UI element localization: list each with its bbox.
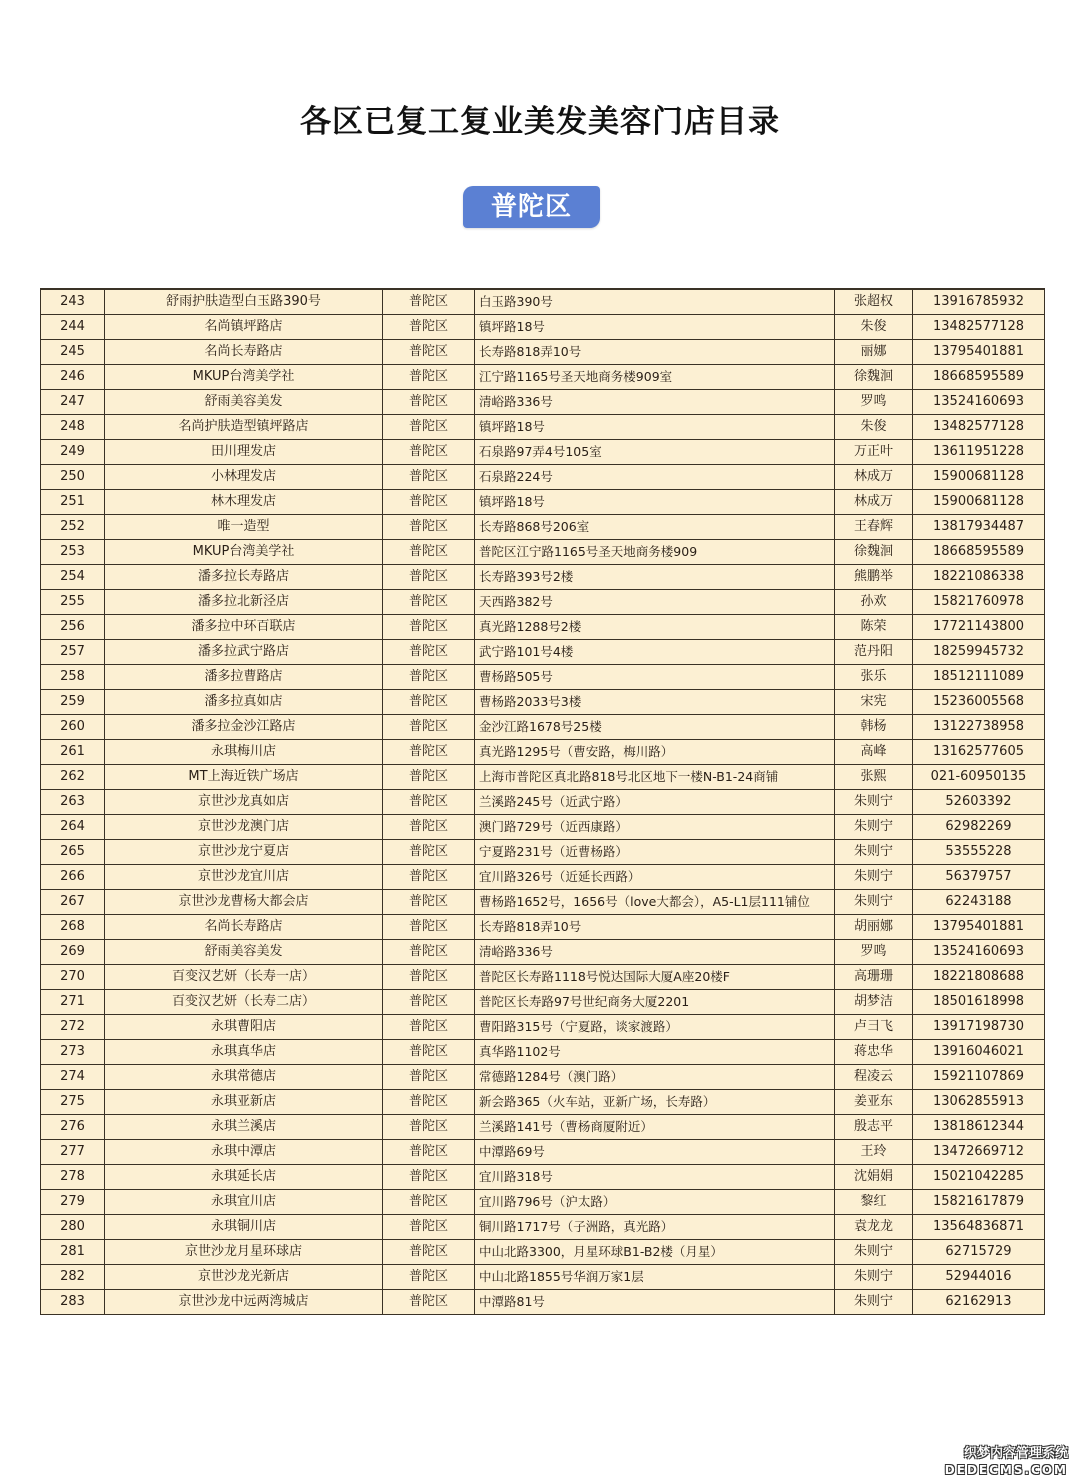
phone-number-cell: 13162577605 xyxy=(913,740,1045,765)
district-cell: 普陀区 xyxy=(383,515,475,540)
row-number-cell: 277 xyxy=(41,1140,105,1165)
store-name-cell: MKUP台湾美学社 xyxy=(105,365,383,390)
contact-person-cell: 殷志平 xyxy=(835,1115,913,1140)
district-cell: 普陀区 xyxy=(383,1040,475,1065)
contact-person-cell: 胡丽娜 xyxy=(835,915,913,940)
district-cell: 普陀区 xyxy=(383,440,475,465)
phone-number-cell: 13482577128 xyxy=(913,415,1045,440)
address-cell: 中山北路3300，月星环球B1-B2楼（月星） xyxy=(475,1240,835,1265)
contact-person-cell: 王春辉 xyxy=(835,515,913,540)
contact-person-cell: 朱则宁 xyxy=(835,890,913,915)
district-cell: 普陀区 xyxy=(383,1140,475,1165)
contact-person-cell: 沈娟娟 xyxy=(835,1165,913,1190)
store-name-cell: 舒雨美容美发 xyxy=(105,940,383,965)
row-number-cell: 273 xyxy=(41,1040,105,1065)
table-row xyxy=(41,690,1045,715)
address-cell: 白玉路390号 xyxy=(475,289,835,315)
district-cell: 普陀区 xyxy=(383,1215,475,1240)
contact-person-cell: 徐魏洄 xyxy=(835,365,913,390)
phone-number-cell: 18221086338 xyxy=(913,565,1045,590)
district-cell: 普陀区 xyxy=(383,1065,475,1090)
phone-number-cell: 18668595589 xyxy=(913,365,1045,390)
row-number-cell: 255 xyxy=(41,590,105,615)
district-cell: 普陀区 xyxy=(383,690,475,715)
table-row xyxy=(41,840,1045,865)
address-cell: 长寿路818弄10号 xyxy=(475,340,835,365)
address-cell: 宜川路318号 xyxy=(475,1165,835,1190)
table-row xyxy=(41,390,1045,415)
phone-number-cell: 17721143800 xyxy=(913,615,1045,640)
phone-number-cell: 52944016 xyxy=(913,1265,1045,1290)
address-cell: 中潭路69号 xyxy=(475,1140,835,1165)
table-row xyxy=(41,1165,1045,1190)
phone-number-cell: 15821617879 xyxy=(913,1190,1045,1215)
address-cell: 镇坪路18号 xyxy=(475,315,835,340)
district-cell: 普陀区 xyxy=(383,1290,475,1315)
store-name-cell: 京世沙龙月星环球店 xyxy=(105,1240,383,1265)
contact-person-cell: 韩杨 xyxy=(835,715,913,740)
row-number-cell: 262 xyxy=(41,765,105,790)
contact-person-cell: 朱则宁 xyxy=(835,1290,913,1315)
row-number-cell: 270 xyxy=(41,965,105,990)
watermark-en: DEDECMS.COM xyxy=(944,1463,1068,1477)
phone-number-cell: 18259945732 xyxy=(913,640,1045,665)
store-name-cell: 舒雨美容美发 xyxy=(105,390,383,415)
address-cell: 普陀区长寿路1118号悦达国际大厦A座20楼F xyxy=(475,965,835,990)
address-cell: 曹阳路315号（宁夏路，谈家渡路） xyxy=(475,1015,835,1040)
phone-number-cell: 13472669712 xyxy=(913,1140,1045,1165)
contact-person-cell: 熊鹏举 xyxy=(835,565,913,590)
table-row xyxy=(41,1065,1045,1090)
store-name-cell: 百变汉艺妍（长寿一店） xyxy=(105,965,383,990)
phone-number-cell: 62243188 xyxy=(913,890,1045,915)
table-row xyxy=(41,440,1045,465)
phone-number-cell: 13564836871 xyxy=(913,1215,1045,1240)
row-number-cell: 276 xyxy=(41,1115,105,1140)
row-number-cell: 264 xyxy=(41,815,105,840)
contact-person-cell: 高珊珊 xyxy=(835,965,913,990)
table-row xyxy=(41,289,1045,315)
table-body xyxy=(41,289,1045,1315)
phone-number-cell: 13795401881 xyxy=(913,340,1045,365)
district-cell: 普陀区 xyxy=(383,315,475,340)
row-number-cell: 282 xyxy=(41,1265,105,1290)
store-name-cell: 潘多拉中环百联店 xyxy=(105,615,383,640)
table-row xyxy=(41,1215,1045,1240)
phone-number-cell: 15821760978 xyxy=(913,590,1045,615)
phone-number-cell: 13482577128 xyxy=(913,315,1045,340)
address-cell: 宜川路796号（沪太路） xyxy=(475,1190,835,1215)
phone-number-cell: 13122738958 xyxy=(913,715,1045,740)
store-name-cell: 潘多拉真如店 xyxy=(105,690,383,715)
row-number-cell: 252 xyxy=(41,515,105,540)
address-cell: 武宁路101号4楼 xyxy=(475,640,835,665)
row-number-cell: 268 xyxy=(41,915,105,940)
table-row xyxy=(41,1140,1045,1165)
store-name-cell: 京世沙龙光新店 xyxy=(105,1265,383,1290)
address-cell: 清峪路336号 xyxy=(475,940,835,965)
store-name-cell: 京世沙龙中远两湾城店 xyxy=(105,1290,383,1315)
table-row xyxy=(41,740,1045,765)
phone-number-cell: 18501618998 xyxy=(913,990,1045,1015)
contact-person-cell: 黎红 xyxy=(835,1190,913,1215)
phone-number-cell: 62162913 xyxy=(913,1290,1045,1315)
phone-number-cell: 13611951228 xyxy=(913,440,1045,465)
table-row xyxy=(41,1115,1045,1140)
address-cell: 中潭路81号 xyxy=(475,1290,835,1315)
page-title: 各区已复工复业美发美容门店目录 xyxy=(300,104,780,140)
table-row xyxy=(41,515,1045,540)
address-cell: 真光路1288号2楼 xyxy=(475,615,835,640)
district-cell: 普陀区 xyxy=(383,940,475,965)
table-row xyxy=(41,990,1045,1015)
address-cell: 长寿路393号2楼 xyxy=(475,565,835,590)
phone-number-cell: 13916046021 xyxy=(913,1040,1045,1065)
store-name-cell: 唯一造型 xyxy=(105,515,383,540)
address-cell: 兰溪路245号（近武宁路） xyxy=(475,790,835,815)
row-number-cell: 278 xyxy=(41,1165,105,1190)
address-cell: 中山北路1855号华润万家1层 xyxy=(475,1265,835,1290)
contact-person-cell: 朱则宁 xyxy=(835,865,913,890)
phone-number-cell: 13062855913 xyxy=(913,1090,1045,1115)
district-cell: 普陀区 xyxy=(383,1190,475,1215)
district-cell: 普陀区 xyxy=(383,289,475,315)
store-name-cell: 小林理发店 xyxy=(105,465,383,490)
district-cell: 普陀区 xyxy=(383,1015,475,1040)
phone-number-cell: 13818612344 xyxy=(913,1115,1045,1140)
district-cell: 普陀区 xyxy=(383,665,475,690)
district-cell: 普陀区 xyxy=(383,390,475,415)
district-cell: 普陀区 xyxy=(383,815,475,840)
table-row xyxy=(41,415,1045,440)
store-name-cell: 名尚长寿路店 xyxy=(105,915,383,940)
table-row xyxy=(41,565,1045,590)
contact-person-cell: 丽娜 xyxy=(835,340,913,365)
contact-person-cell: 林成万 xyxy=(835,465,913,490)
store-name-cell: 潘多拉曹路店 xyxy=(105,665,383,690)
store-name-cell: 永琪铜川店 xyxy=(105,1215,383,1240)
table-row xyxy=(41,890,1045,915)
row-number-cell: 272 xyxy=(41,1015,105,1040)
district-cell: 普陀区 xyxy=(383,565,475,590)
table-row xyxy=(41,665,1045,690)
phone-number-cell: 15021042285 xyxy=(913,1165,1045,1190)
phone-number-cell: 15900681128 xyxy=(913,465,1045,490)
address-cell: 曹杨路2033号3楼 xyxy=(475,690,835,715)
row-number-cell: 256 xyxy=(41,615,105,640)
store-name-cell: 潘多拉金沙江路店 xyxy=(105,715,383,740)
address-cell: 镇坪路18号 xyxy=(475,415,835,440)
table-row xyxy=(41,640,1045,665)
store-name-cell: 林木理发店 xyxy=(105,490,383,515)
row-number-cell: 267 xyxy=(41,890,105,915)
address-cell: 上海市普陀区真北路818号北区地下一楼N-B1-24商铺 xyxy=(475,765,835,790)
table-row xyxy=(41,540,1045,565)
address-cell: 真华路1102号 xyxy=(475,1040,835,1065)
store-name-cell: 京世沙龙真如店 xyxy=(105,790,383,815)
table-row xyxy=(41,815,1045,840)
table-row xyxy=(41,715,1045,740)
contact-person-cell: 张超权 xyxy=(835,289,913,315)
store-name-cell: 永琪兰溪店 xyxy=(105,1115,383,1140)
contact-person-cell: 程凌云 xyxy=(835,1065,913,1090)
phone-number-cell: 56379757 xyxy=(913,865,1045,890)
table-row xyxy=(41,490,1045,515)
district-cell: 普陀区 xyxy=(383,1265,475,1290)
district-cell: 普陀区 xyxy=(383,415,475,440)
contact-person-cell: 陈荣 xyxy=(835,615,913,640)
contact-person-cell: 蒋忠华 xyxy=(835,1040,913,1065)
contact-person-cell: 朱则宁 xyxy=(835,815,913,840)
phone-number-cell: 52603392 xyxy=(913,790,1045,815)
table-row xyxy=(41,315,1045,340)
row-number-cell: 247 xyxy=(41,390,105,415)
row-number-cell: 266 xyxy=(41,865,105,890)
row-number-cell: 281 xyxy=(41,1240,105,1265)
district-cell: 普陀区 xyxy=(383,1090,475,1115)
table-row xyxy=(41,865,1045,890)
contact-person-cell: 罗鸣 xyxy=(835,940,913,965)
table-row xyxy=(41,465,1045,490)
row-number-cell: 246 xyxy=(41,365,105,390)
store-name-cell: 名尚长寿路店 xyxy=(105,340,383,365)
table-row xyxy=(41,915,1045,940)
address-cell: 常德路1284号（澳门路） xyxy=(475,1065,835,1090)
row-number-cell: 244 xyxy=(41,315,105,340)
store-name-cell: 永琪延长店 xyxy=(105,1165,383,1190)
row-number-cell: 263 xyxy=(41,790,105,815)
district-cell: 普陀区 xyxy=(383,490,475,515)
row-number-cell: 259 xyxy=(41,690,105,715)
contact-person-cell: 罗鸣 xyxy=(835,390,913,415)
contact-person-cell: 姜亚东 xyxy=(835,1090,913,1115)
phone-number-cell: 62715729 xyxy=(913,1240,1045,1265)
store-name-cell: 永琪亚新店 xyxy=(105,1090,383,1115)
address-cell: 新会路365（火车站，亚新广场，长寿路） xyxy=(475,1090,835,1115)
contact-person-cell: 孙欢 xyxy=(835,590,913,615)
phone-number-cell: 13917198730 xyxy=(913,1015,1045,1040)
district-cell: 普陀区 xyxy=(383,1240,475,1265)
row-number-cell: 269 xyxy=(41,940,105,965)
phone-number-cell: 15921107869 xyxy=(913,1065,1045,1090)
row-number-cell: 251 xyxy=(41,490,105,515)
row-number-cell: 243 xyxy=(41,289,105,315)
contact-person-cell: 高峰 xyxy=(835,740,913,765)
table-row xyxy=(41,1040,1045,1065)
row-number-cell: 250 xyxy=(41,465,105,490)
contact-person-cell: 卢彐飞 xyxy=(835,1015,913,1040)
phone-number-cell: 13795401881 xyxy=(913,915,1045,940)
store-name-cell: 永琪真华店 xyxy=(105,1040,383,1065)
store-name-cell: 京世沙龙宁夏店 xyxy=(105,840,383,865)
row-number-cell: 254 xyxy=(41,565,105,590)
contact-person-cell: 宋宪 xyxy=(835,690,913,715)
table-row xyxy=(41,1240,1045,1265)
contact-person-cell: 张乐 xyxy=(835,665,913,690)
table-row xyxy=(41,340,1045,365)
district-cell: 普陀区 xyxy=(383,465,475,490)
district-cell: 普陀区 xyxy=(383,365,475,390)
table-row xyxy=(41,1265,1045,1290)
address-cell: 金沙江路1678号25楼 xyxy=(475,715,835,740)
district-cell: 普陀区 xyxy=(383,340,475,365)
store-name-cell: 京世沙龙澳门店 xyxy=(105,815,383,840)
district-cell: 普陀区 xyxy=(383,915,475,940)
table-row xyxy=(41,1190,1045,1215)
store-name-cell: 京世沙龙宜川店 xyxy=(105,865,383,890)
address-cell: 长寿路868号206室 xyxy=(475,515,835,540)
phone-number-cell: 62982269 xyxy=(913,815,1045,840)
table-row xyxy=(41,365,1045,390)
address-cell: 石泉路224号 xyxy=(475,465,835,490)
contact-person-cell: 徐魏洄 xyxy=(835,540,913,565)
store-name-cell: 京世沙龙曹杨大都会店 xyxy=(105,890,383,915)
district-cell: 普陀区 xyxy=(383,990,475,1015)
address-cell: 镇坪路18号 xyxy=(475,490,835,515)
address-cell: 真光路1295号（曹安路，梅川路） xyxy=(475,740,835,765)
phone-number-cell: 15900681128 xyxy=(913,490,1045,515)
row-number-cell: 253 xyxy=(41,540,105,565)
store-name-cell: MKUP台湾美学社 xyxy=(105,540,383,565)
table-row xyxy=(41,590,1045,615)
store-directory-table xyxy=(40,288,1045,1315)
address-cell: 兰溪路141号（曹杨商厦附近） xyxy=(475,1115,835,1140)
table-row xyxy=(41,940,1045,965)
address-cell: 宁夏路231号（近曹杨路） xyxy=(475,840,835,865)
district-cell: 普陀区 xyxy=(383,740,475,765)
address-cell: 江宁路1165号圣天地商务楼909室 xyxy=(475,365,835,390)
contact-person-cell: 范丹阳 xyxy=(835,640,913,665)
watermark-cn: 织梦内容管理系统 xyxy=(963,1446,1068,1461)
store-name-cell: 潘多拉武宁路店 xyxy=(105,640,383,665)
district-cell: 普陀区 xyxy=(383,615,475,640)
contact-person-cell: 万正叶 xyxy=(835,440,913,465)
store-name-cell: 名尚镇坪路店 xyxy=(105,315,383,340)
address-cell: 长寿路818弄10号 xyxy=(475,915,835,940)
contact-person-cell: 朱则宁 xyxy=(835,1265,913,1290)
store-name-cell: 舒雨护肤造型白玉路390号 xyxy=(105,289,383,315)
store-name-cell: 潘多拉长寿路店 xyxy=(105,565,383,590)
store-name-cell: 永琪宜川店 xyxy=(105,1190,383,1215)
phone-number-cell: 021-60950135 xyxy=(913,765,1045,790)
address-cell: 曹杨路505号 xyxy=(475,665,835,690)
address-cell: 清峪路336号 xyxy=(475,390,835,415)
district-cell: 普陀区 xyxy=(383,865,475,890)
store-name-cell: 百变汉艺妍（长寿二店） xyxy=(105,990,383,1015)
district-cell: 普陀区 xyxy=(383,1165,475,1190)
table-row xyxy=(41,1015,1045,1040)
row-number-cell: 245 xyxy=(41,340,105,365)
district-cell: 普陀区 xyxy=(383,765,475,790)
address-cell: 天西路382号 xyxy=(475,590,835,615)
contact-person-cell: 胡梦洁 xyxy=(835,990,913,1015)
phone-number-cell: 15236005568 xyxy=(913,690,1045,715)
store-name-cell: 永琪曹阳店 xyxy=(105,1015,383,1040)
contact-person-cell: 朱则宁 xyxy=(835,840,913,865)
row-number-cell: 274 xyxy=(41,1065,105,1090)
contact-person-cell: 林成万 xyxy=(835,490,913,515)
district-cell: 普陀区 xyxy=(383,640,475,665)
row-number-cell: 275 xyxy=(41,1090,105,1115)
row-number-cell: 279 xyxy=(41,1190,105,1215)
address-cell: 宜川路326号（近延长西路） xyxy=(475,865,835,890)
table-row xyxy=(41,1090,1045,1115)
contact-person-cell: 袁龙龙 xyxy=(835,1215,913,1240)
table-row xyxy=(41,1290,1045,1315)
row-number-cell: 283 xyxy=(41,1290,105,1315)
district-cell: 普陀区 xyxy=(383,715,475,740)
address-cell: 普陀区江宁路1165号圣天地商务楼909 xyxy=(475,540,835,565)
address-cell: 普陀区长寿路97号世纪商务大厦2201 xyxy=(475,990,835,1015)
row-number-cell: 248 xyxy=(41,415,105,440)
contact-person-cell: 朱俊 xyxy=(835,315,913,340)
row-number-cell: 260 xyxy=(41,715,105,740)
store-name-cell: 永琪中潭店 xyxy=(105,1140,383,1165)
table-row xyxy=(41,765,1045,790)
address-cell: 曹杨路1652号，1656号（love大都会），A5-L1层111铺位 xyxy=(475,890,835,915)
phone-number-cell: 18221808688 xyxy=(913,965,1045,990)
district-cell: 普陀区 xyxy=(383,1115,475,1140)
contact-person-cell: 朱则宁 xyxy=(835,1240,913,1265)
district-cell: 普陀区 xyxy=(383,965,475,990)
district-cell: 普陀区 xyxy=(383,540,475,565)
phone-number-cell: 53555228 xyxy=(913,840,1045,865)
store-name-cell: MT上海近铁广场店 xyxy=(105,765,383,790)
phone-number-cell: 13524160693 xyxy=(913,940,1045,965)
store-name-cell: 田川理发店 xyxy=(105,440,383,465)
district-cell: 普陀区 xyxy=(383,590,475,615)
contact-person-cell: 朱则宁 xyxy=(835,790,913,815)
store-name-cell: 潘多拉北新泾店 xyxy=(105,590,383,615)
store-name-cell: 永琪常德店 xyxy=(105,1065,383,1090)
district-badge: 普陀区 xyxy=(463,186,600,228)
address-cell: 澳门路729号（近西康路） xyxy=(475,815,835,840)
row-number-cell: 261 xyxy=(41,740,105,765)
phone-number-cell: 13817934487 xyxy=(913,515,1045,540)
contact-person-cell: 张熙 xyxy=(835,765,913,790)
contact-person-cell: 朱俊 xyxy=(835,415,913,440)
row-number-cell: 258 xyxy=(41,665,105,690)
district-cell: 普陀区 xyxy=(383,840,475,865)
phone-number-cell: 18668595589 xyxy=(913,540,1045,565)
table-row xyxy=(41,790,1045,815)
row-number-cell: 249 xyxy=(41,440,105,465)
contact-person-cell: 王玲 xyxy=(835,1140,913,1165)
store-name-cell: 永琪梅川店 xyxy=(105,740,383,765)
phone-number-cell: 18512111089 xyxy=(913,665,1045,690)
watermark xyxy=(945,1446,1068,1478)
row-number-cell: 265 xyxy=(41,840,105,865)
table-row xyxy=(41,965,1045,990)
address-cell: 石泉路97弄4号105室 xyxy=(475,440,835,465)
row-number-cell: 280 xyxy=(41,1215,105,1240)
district-cell: 普陀区 xyxy=(383,890,475,915)
phone-number-cell: 13524160693 xyxy=(913,390,1045,415)
row-number-cell: 257 xyxy=(41,640,105,665)
store-name-cell: 名尚护肤造型镇坪路店 xyxy=(105,415,383,440)
address-cell: 铜川路1717号（子洲路，真光路） xyxy=(475,1215,835,1240)
district-cell: 普陀区 xyxy=(383,790,475,815)
phone-number-cell: 13916785932 xyxy=(913,289,1045,315)
table-row xyxy=(41,615,1045,640)
row-number-cell: 271 xyxy=(41,990,105,1015)
